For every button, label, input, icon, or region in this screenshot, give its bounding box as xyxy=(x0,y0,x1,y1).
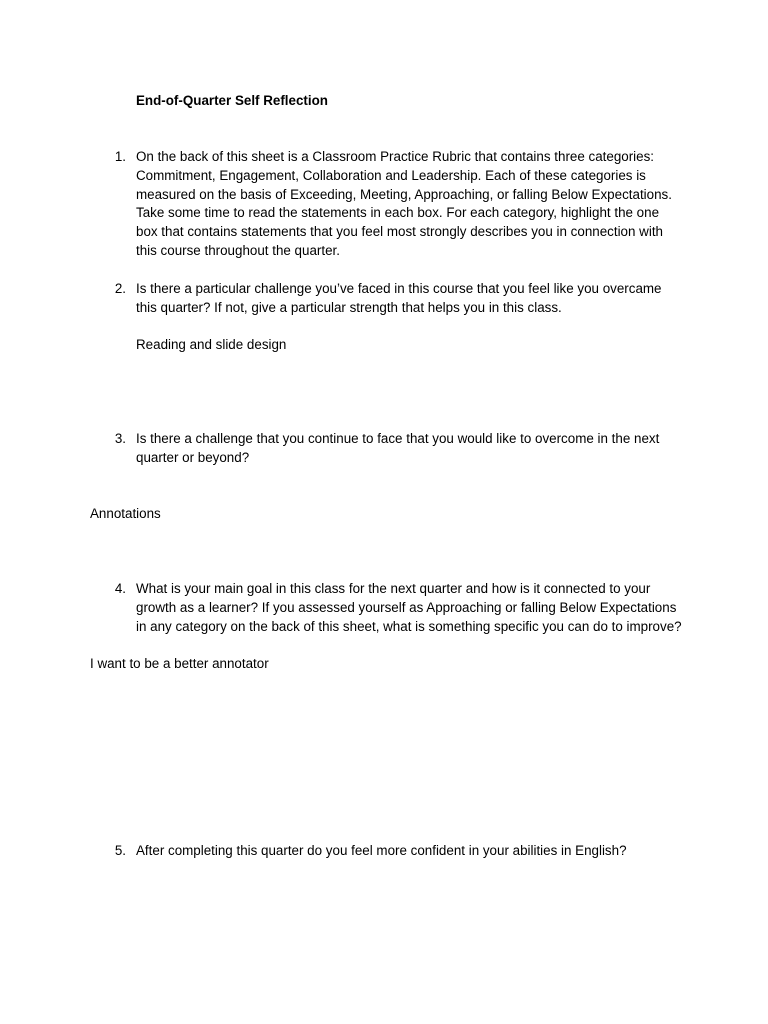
question-5-number: 5. xyxy=(114,843,126,858)
question-3-text: Is there a challenge that you continue to face that you would like to overcome in the next quarter or beyond? xyxy=(136,431,660,465)
question-1-number: 1. xyxy=(114,149,126,164)
question-4-number: 4. xyxy=(114,581,126,596)
question-2-text: Is there a particular challenge you’ve faced in this course that you feel like you overcame this quarter? If not, give a particular strength that helps you in this class. xyxy=(136,281,662,315)
question-4-text: What is your main goal in this class for the next quarter and how is it connected to your growth as a learner? If you assessed yourself as Approaching or falling Below Expectations in any category on the back of this sheet, what is something specific you can do to improve? xyxy=(136,581,682,634)
question-3-answer: Annotations xyxy=(90,506,161,521)
question-3-number: 3. xyxy=(114,431,126,446)
question-5-text: After completing this quarter do you feel more confident in your abilities in English? xyxy=(136,843,627,858)
document-title: End-of-Quarter Self Reflection xyxy=(136,93,328,108)
question-4-answer: I want to be a better annotator xyxy=(90,656,269,671)
question-1-text: On the back of this sheet is a Classroom Practice Rubric that contains three categories: Commitment, Engagement, Collaboration and Leadership. Each of these categories is measured on the basis of Exceeding, Meeting, Approaching, or falling Below Expectations. Take some time to read the statements in each box. For each category, highlight the one box that contains statements that you feel most strongly describes you in connection with this course throughout the quarter. xyxy=(136,149,672,258)
question-2-number: 2. xyxy=(114,281,126,296)
question-2-answer: Reading and slide design xyxy=(136,337,287,352)
